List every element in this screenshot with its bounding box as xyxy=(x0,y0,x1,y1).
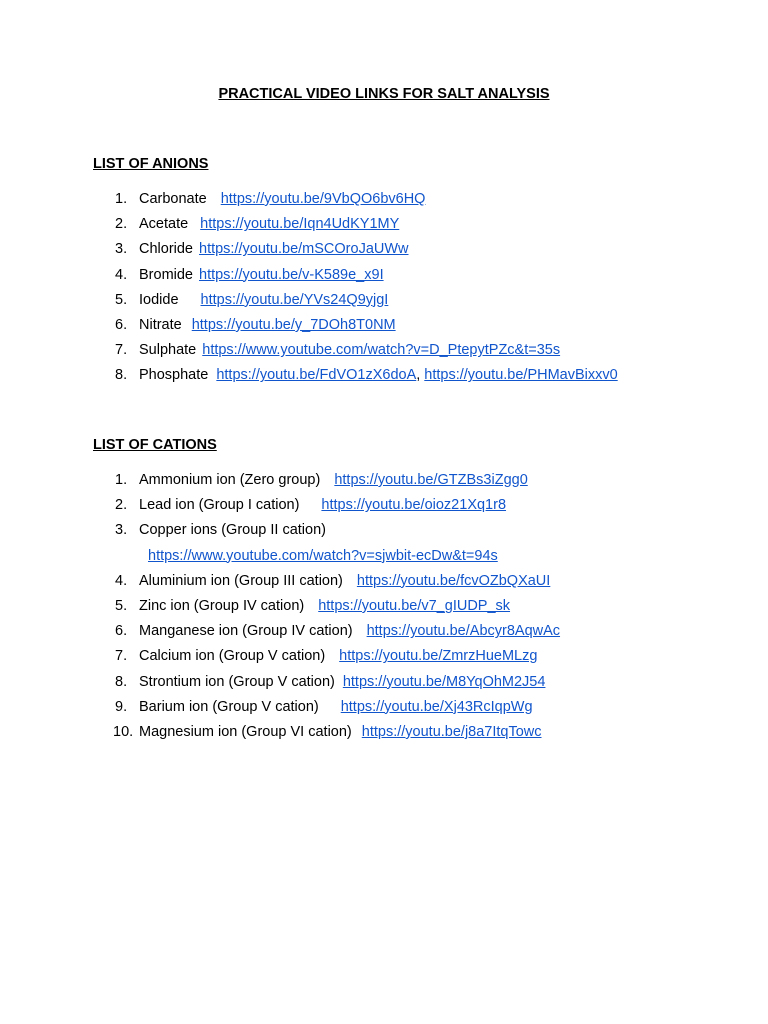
anion-name: Bromide xyxy=(139,266,193,283)
anion-name: Iodide xyxy=(139,291,179,308)
anion-name: Chloride xyxy=(139,241,193,258)
list-item-body xyxy=(139,237,409,262)
list-number: 1. xyxy=(115,191,128,207)
list-number: 2. xyxy=(115,497,128,514)
list-item-body xyxy=(139,187,425,212)
video-link[interactable]: https://youtu.be/Abcyr8AqwAc xyxy=(366,623,561,640)
video-link[interactable]: https://youtu.be/YVs24Q9yjgI xyxy=(200,291,389,308)
list-item-body xyxy=(139,288,388,313)
list-item-body xyxy=(139,212,399,237)
list-item-body xyxy=(139,619,560,644)
list-item-body xyxy=(139,569,550,594)
list-number: 8. xyxy=(115,673,128,690)
video-link[interactable]: https://youtu.be/M8YqOhM2J54 xyxy=(342,673,546,690)
anion-name: Phosphate xyxy=(139,367,209,384)
list-number: 9. xyxy=(115,698,128,715)
cation-name: Manganese ion (Group IV cation) xyxy=(139,623,353,640)
cation-name: Magnesium ion (Group VI cation) xyxy=(139,723,352,740)
video-link[interactable]: https://youtu.be/j8a7ItqTowc xyxy=(361,723,542,740)
anion-name: Nitrate xyxy=(139,316,182,333)
list-number: 4. xyxy=(115,572,128,589)
video-link[interactable]: https://youtu.be/ZmrzHueMLzg xyxy=(339,648,538,665)
list-item-body xyxy=(139,263,384,288)
anion-name: Acetate xyxy=(139,216,189,233)
list-number: 2. xyxy=(115,216,128,233)
cation-name: Zinc ion (Group IV cation) xyxy=(139,597,305,614)
video-link[interactable]: https://youtu.be/oioz21Xq1r8 xyxy=(321,497,507,514)
list-number: 6. xyxy=(115,316,128,333)
list-number: 8. xyxy=(115,367,128,384)
video-link[interactable]: https://youtu.be/fcvOZbQXaUI xyxy=(356,572,551,589)
list-number: 10. xyxy=(113,723,134,740)
list-number: 6. xyxy=(115,623,128,640)
video-link[interactable]: https://youtu.be/Xj43RcIqpWg xyxy=(340,698,533,715)
cation-name: Calcium ion (Group V cation) xyxy=(139,648,326,665)
list-item-body xyxy=(139,518,326,543)
video-link[interactable]: https://youtu.be/mSCOroJaUWw xyxy=(199,241,409,258)
list-item-body xyxy=(139,468,528,493)
video-link[interactable]: https://youtu.be/9VbQO6bv6HQ xyxy=(220,191,426,207)
list-number: 7. xyxy=(115,648,128,665)
list-number: 3. xyxy=(115,241,128,258)
cation-name: Copper ions (Group II cation) xyxy=(139,522,326,539)
list-item-body xyxy=(139,363,618,388)
wrapped-link-line xyxy=(148,544,498,569)
cations-heading: LIST OF CATIONS xyxy=(93,437,217,453)
video-link[interactable]: https://www.youtube.com/watch?v=sjwbit-ecDw&t=94s xyxy=(148,547,498,564)
cation-name: Aluminium ion (Group III cation) xyxy=(139,572,343,589)
list-number: 5. xyxy=(115,597,128,614)
list-item-body xyxy=(139,695,533,720)
list-item-body xyxy=(139,720,542,745)
list-number: 5. xyxy=(115,291,128,308)
list-number: 7. xyxy=(115,342,128,359)
video-link[interactable]: https://youtu.be/PHMavBixxv0 xyxy=(424,367,618,384)
video-link[interactable]: https://youtu.be/FdVO1zX6doA xyxy=(216,367,417,384)
anions-heading: LIST OF ANIONS xyxy=(93,156,209,172)
video-link[interactable]: https://youtu.be/GTZBs3iZgg0 xyxy=(334,472,528,488)
list-item-body xyxy=(139,644,537,669)
list-item-body xyxy=(139,670,545,695)
list-number: 4. xyxy=(115,266,128,283)
list-number: 3. xyxy=(115,522,128,539)
anion-name: Sulphate xyxy=(139,342,197,359)
video-link[interactable]: https://youtu.be/v7_gIUDP_sk xyxy=(318,597,511,614)
list-item-body xyxy=(139,313,396,338)
video-link[interactable]: https://youtu.be/Iqn4UdKY1MY xyxy=(200,216,400,233)
cation-name: Lead ion (Group I cation) xyxy=(139,497,300,514)
list-item-body xyxy=(139,493,506,518)
list-number: 1. xyxy=(115,472,128,488)
video-link[interactable]: https://youtu.be/y_7DOh8T0NM xyxy=(191,316,396,333)
video-link[interactable]: https://www.youtube.com/watch?v=D_PtepytPZc&t=35s xyxy=(202,342,561,359)
cation-name: Strontium ion (Group V cation) xyxy=(139,673,335,690)
link-separator: , xyxy=(416,367,421,384)
list-item-body xyxy=(139,594,510,619)
cation-name: Ammonium ion (Zero group) xyxy=(139,472,321,488)
list-item-body xyxy=(139,338,560,363)
cation-name: Barium ion (Group V cation) xyxy=(139,698,319,715)
page-title: PRACTICAL VIDEO LINKS FOR SALT ANALYSIS xyxy=(218,86,550,102)
anion-name: Carbonate xyxy=(139,191,207,207)
video-link[interactable]: https://youtu.be/v-K589e_x9I xyxy=(199,266,384,283)
